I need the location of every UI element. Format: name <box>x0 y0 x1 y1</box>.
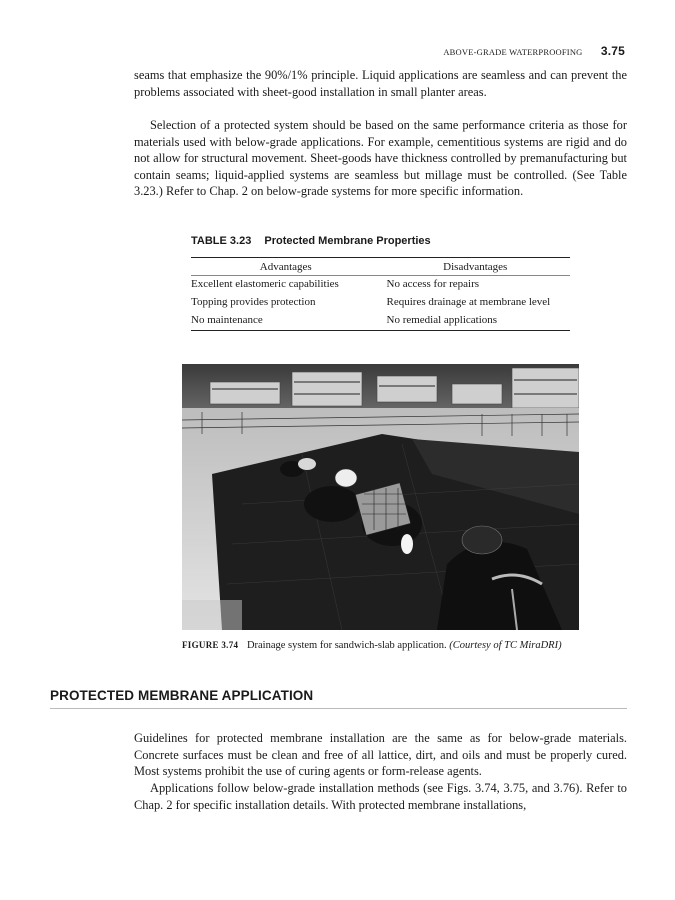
table-header-disadvantages: Disadvantages <box>381 258 571 276</box>
section-paragraph-1: Guidelines for protected membrane installation are the same as for below-grade materials. Concrete surfaces must be clean and free of all lattice, dirt, and oils and must be properly cured. Most systems prohibit the use of curing agents or form-release agents. <box>134 731 627 779</box>
properties-table <box>191 235 570 331</box>
table-cell: No access for repairs <box>386 278 480 290</box>
figure-caption <box>182 639 579 652</box>
body-paragraph-1: seams that emphasize the 90%/1% principle. Liquid applications are seamless and can prevent the problems associated with sheet-good installation in small planter areas. <box>134 68 627 99</box>
table-row <box>191 276 570 295</box>
table-header-row <box>191 258 570 276</box>
figure-credit: (Courtesy of TC MiraDRI) <box>449 640 562 651</box>
running-head <box>443 44 625 58</box>
table-number: TABLE 3.23 <box>191 235 252 247</box>
table-cell: Requires drainage at membrane level <box>386 296 551 308</box>
section-heading: PROTECTED MEMBRANE APPLICATION <box>50 688 314 703</box>
table-cell: No remedial applications <box>381 312 571 331</box>
table-row <box>191 294 570 312</box>
table-cell: Topping provides protection <box>191 296 316 308</box>
figure-label: FIGURE 3.74 <box>182 640 239 650</box>
table-title-text: Protected Membrane Properties <box>264 235 431 247</box>
page-number: 3.75 <box>600 44 625 58</box>
figure-photo <box>182 364 579 630</box>
body-paragraph-2: Selection of a protected system should be based on the same performance criteria as those for materials used with below-grade applications. For example, cementitious systems are rigid and do not allow for structural movement. Sheet-goods have thickness controlled by premanufacturing but contain seams; liquid-applied systems are seamless but millage must be controlled. (See Table 3.23.) Refer to Chap. 2 on below-grade systems for more specific information. <box>134 118 627 199</box>
table-cell: No maintenance <box>191 312 381 331</box>
table-header-advantages: Advantages <box>191 258 381 276</box>
figure-caption-text: Drainage system for sandwich-slab application. <box>246 640 447 651</box>
table-title <box>191 235 570 247</box>
running-title: ABOVE-GRADE WATERPROOFING <box>443 47 583 57</box>
table-grid <box>191 257 570 331</box>
section-paragraph-2: Applications follow below-grade installation methods (see Figs. 3.74, 3.75, and 3.76). Refer to Chap. 2 for specific installation details. With protected membrane installations, <box>134 781 627 812</box>
table-row <box>191 312 570 331</box>
section-divider <box>50 708 627 709</box>
table-cell: Excellent elastomeric capabilities <box>191 278 339 290</box>
